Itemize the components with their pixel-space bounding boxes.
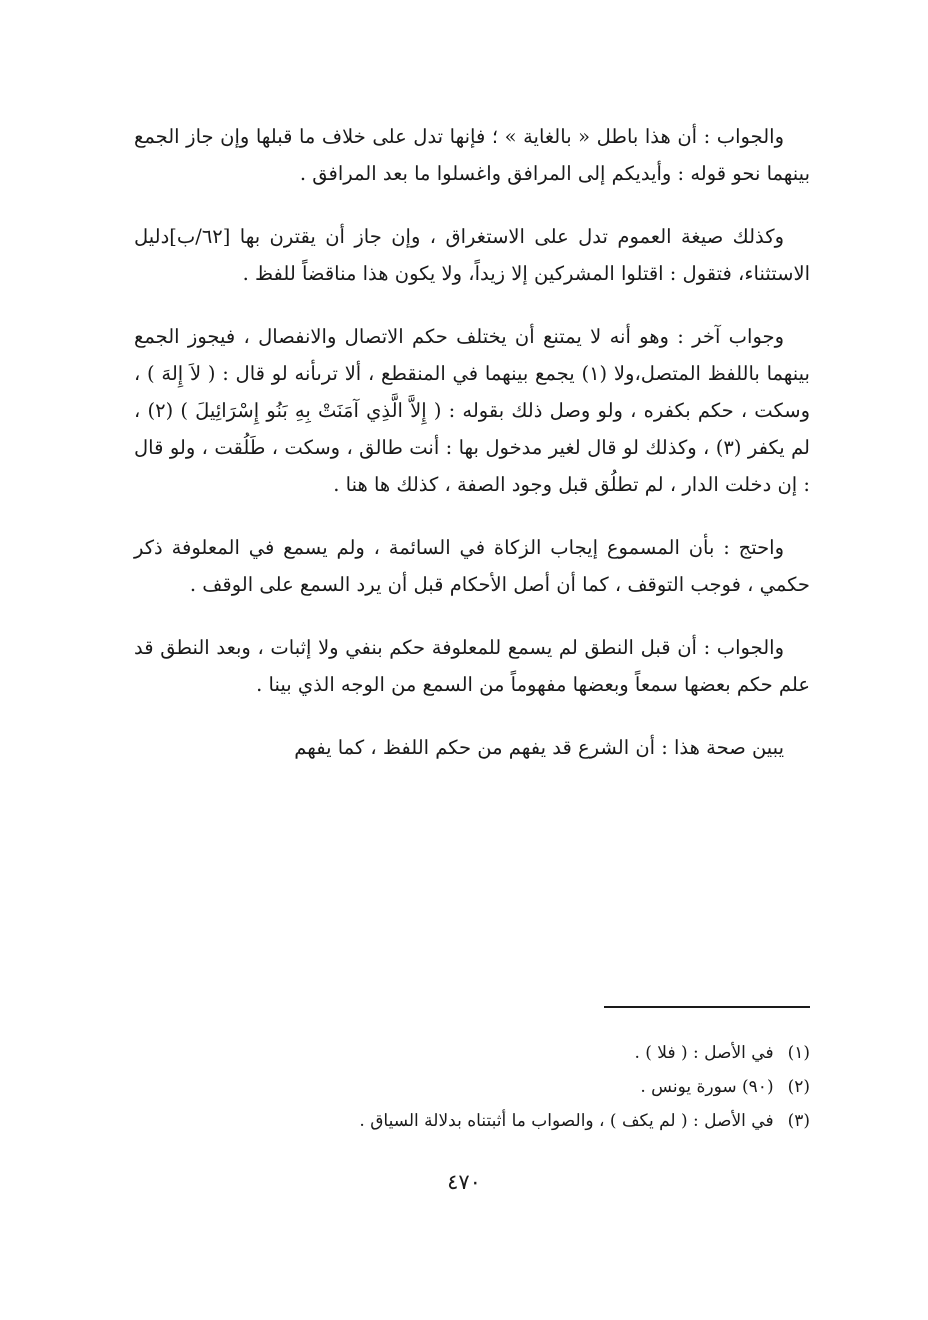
footnote-number: (٢) bbox=[787, 1077, 810, 1097]
footnote-text: في الأصل : ( لم يكف ) ، والصواب ما أثبتناه بدلالة السياق . bbox=[359, 1111, 774, 1131]
paragraph-answer-ghaya: والجواب : أن هذا باطل « بالغاية » ؛ فإنها تدل على خلاف ما قبلها وإن جاز الجمع بينهما نحو قوله : وأيديكم إلى المرافق واغسلوا ما بعد المرافق . bbox=[134, 125, 810, 185]
page-number: ٤٧٠ bbox=[447, 1170, 481, 1194]
footnote-divider bbox=[604, 1006, 810, 1008]
footnote-item bbox=[134, 1070, 810, 1104]
footnote-item bbox=[134, 1036, 810, 1070]
footnote-item bbox=[134, 1104, 810, 1138]
paragraph-answer-speech: والجواب : أن قبل النطق لم يسمع للمعلوفة حكم بنفي ولا إثبات ، وبعد النطق قد علم حكم بعضها سمعاً وبعضها مفهوماً من السمع من الوجه الذي بينا . bbox=[134, 636, 810, 696]
footnotes bbox=[134, 1036, 810, 1138]
footnote-number: (٣) bbox=[787, 1111, 810, 1131]
main-text bbox=[134, 118, 810, 792]
footnote-text: في الأصل : ( فلا ) . bbox=[634, 1043, 774, 1063]
paragraph-general-form: وكذلك صيغة العموم تدل على الاستغراق ، وإن جاز أن يقترن بها [٦٢/ب]دليل الاستثناء، فتقول : اقتلوا المشركين إلا زيداً، ولا يكون هذا مناقضاً للفظ . bbox=[134, 225, 810, 285]
paragraph-another-answer: وجواب آخر : وهو أنه لا يمتنع أن يختلف حكم الاتصال والانفصال ، فيجوز الجمع بينهما باللفظ المتصل،ولا (١) يجمع بينهما في المنقطع ، ألا ترىأنه لو قال : ( لاَ إِلهَ ) ، وسكت ، حكم بكفره ، ولو وصل ذلك بقوله : ( إِلاَّ الَّذِي آمَنَتْ بِهِ بَنُو إِسْرَائِيلَ ) (٢) ، لم يكفر (٣) ، وكذلك لو قال لغير مدخول بها : أنت طالق ، وسكت ، طَلُقت ، ولو قال : إن دخلت الدار ، لم تطلُق قبل وجود الصفة ، كذلك ها هنا . bbox=[134, 325, 810, 496]
footnote-text: (٩٠) سورة يونس . bbox=[640, 1077, 774, 1097]
paragraph-argument: واحتج : بأن المسموع إيجاب الزكاة في السائمة ، ولم يسمع في المعلوفة ذكر حكمي ، فوجب التوقف ، كما أن أصل الأحكام قبل أن يرد السمع على الوقف . bbox=[134, 536, 810, 596]
paragraph-continuation: يبين صحة هذا : أن الشرع قد يفهم من حكم اللفظ ، كما يفهم bbox=[294, 736, 784, 759]
footnote-number: (١) bbox=[787, 1043, 810, 1063]
